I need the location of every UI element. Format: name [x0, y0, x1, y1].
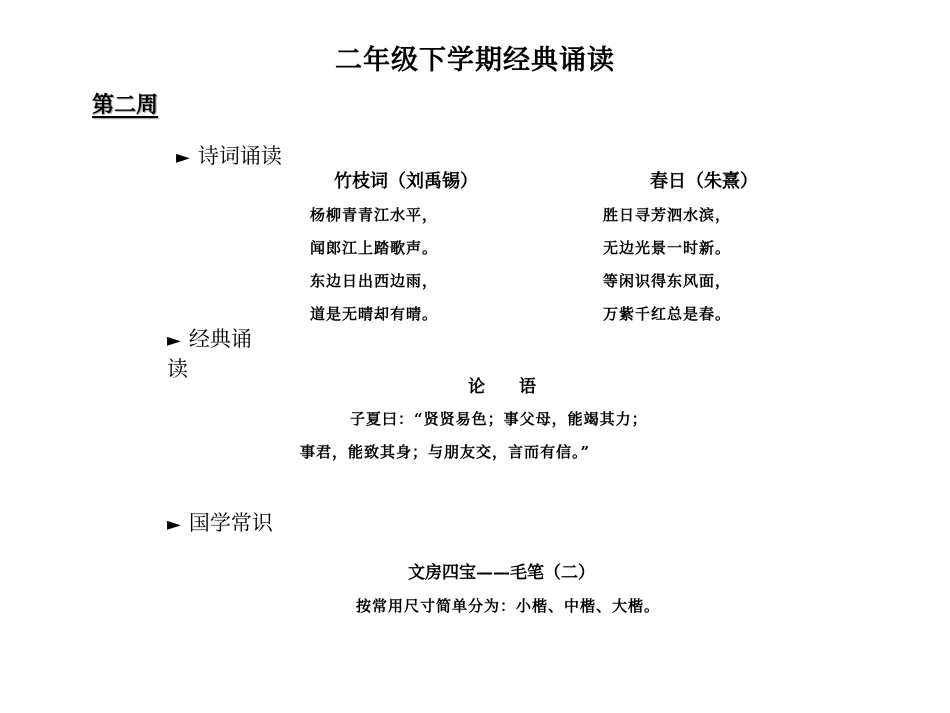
poem-line: 胜日寻芳泗水滨， [603, 206, 732, 224]
poem-line: 等闲识得东风面， [603, 272, 732, 290]
poem-line: 杨柳青青江水平， [310, 206, 439, 224]
section-heading-label: 经典诵 [188, 327, 252, 351]
classic-text-line: 事君，能致其身；与朋友交，言而有信。” [300, 443, 591, 461]
poem-title-zhuzhici: 竹枝词（刘禹锡） [334, 171, 478, 192]
page-title: 二年级下学期经典诵读 [335, 45, 615, 76]
section-heading-label: 诗词诵读 [197, 144, 282, 168]
section-heading-classics [167, 325, 277, 383]
poem-line: 万紫千红总是春。 [603, 305, 732, 323]
poem-line: 无边光景一时新。 [603, 239, 732, 257]
section-heading-label-wrap: 读 [167, 357, 188, 381]
classic-text-line: 子夏曰：“贤贤易色；事父母，能竭其力； [350, 410, 648, 428]
arrow-bullet-icon: ► [176, 147, 190, 168]
sinology-topic: 文房四宝——毛笔（二） [408, 563, 595, 583]
poem-line: 闻郎江上踏歌声。 [310, 239, 439, 257]
poem-title-chunri: 春日（朱熹） [650, 171, 758, 192]
week-label: 第二周 [92, 92, 159, 118]
section-heading-label: 国学常识 [188, 511, 273, 535]
poem-line: 东边日出西边雨， [310, 272, 439, 290]
sinology-text: 按常用尺寸简单分为：小楷、中楷、大楷。 [356, 597, 661, 615]
book-title-lunyu: 论 语 [468, 377, 536, 397]
arrow-bullet-icon: ► [167, 330, 181, 351]
section-heading-poetry [176, 140, 282, 170]
arrow-bullet-icon: ► [167, 514, 181, 535]
section-heading-sinology [167, 507, 273, 537]
poem-line: 道是无晴却有晴。 [310, 305, 439, 323]
